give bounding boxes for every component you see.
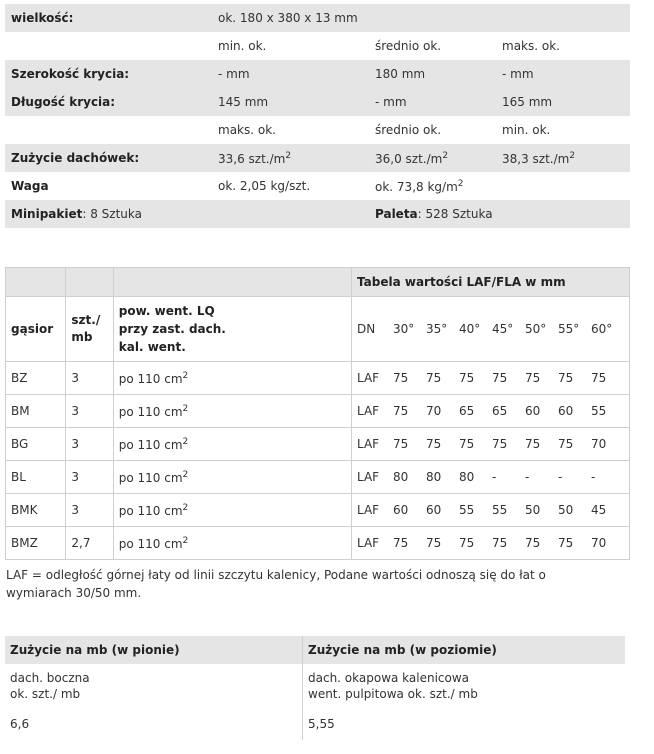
weight-1: ok. 2,05 kg/szt. xyxy=(218,179,311,193)
row-value: 70 xyxy=(591,437,607,451)
row-value: - xyxy=(525,470,530,484)
row-value: 75 xyxy=(525,536,541,550)
length-avg: - mm xyxy=(375,95,407,109)
usage-3: 38,3 $szt./m^2$ xyxy=(502,150,576,166)
row-values xyxy=(352,461,630,494)
row-szt: 3 xyxy=(66,461,113,494)
row-pow: po 110 $cm^2$ xyxy=(113,494,351,527)
col-pow: pow. went. LQ przy zast. dach. kal. went. xyxy=(113,297,351,362)
minipak: Minipakiet: 8 Sztuka xyxy=(11,207,142,221)
srednio-ok-label-2: średnio ok. xyxy=(375,123,442,137)
row-pow: po 110 $cm^2$ xyxy=(113,461,351,494)
row-values xyxy=(352,362,630,395)
row-value: 75 xyxy=(558,536,574,550)
usage-value-row xyxy=(5,708,625,740)
row-value: 45 xyxy=(591,503,607,517)
laf-table xyxy=(5,267,630,560)
row-value: 75 xyxy=(426,437,442,451)
col-gasior: gąsior xyxy=(6,297,66,362)
row-value: 60 xyxy=(426,503,442,517)
spec-row-length xyxy=(5,88,630,116)
laf-header-row xyxy=(6,297,630,362)
row-name: BM xyxy=(6,395,66,428)
angle-30: 30° xyxy=(393,322,415,336)
row-name: BZ xyxy=(6,362,66,395)
usage-vertical-desc: dach. boczna ok. szt./ mb xyxy=(5,664,303,708)
row-value: 75 xyxy=(492,536,508,550)
weight-2: ok. 73,8 $kg/m^2$ xyxy=(375,178,464,194)
min-ok-label: min. ok. xyxy=(218,39,267,53)
row-value: 75 xyxy=(393,437,409,451)
row-dn: LAF xyxy=(357,371,380,385)
maks-ok-label: maks. ok. xyxy=(502,39,560,53)
row-dn: LAF xyxy=(357,437,380,451)
row-value: - xyxy=(591,470,596,484)
row-name: BG xyxy=(6,428,66,461)
laf-table-row xyxy=(6,494,630,527)
paleta: Paleta: 528 Sztuka xyxy=(375,207,493,221)
usage-table xyxy=(5,636,625,740)
row-value: 65 xyxy=(492,404,508,418)
row-dn: LAF xyxy=(357,470,380,484)
row-value: - xyxy=(492,470,497,484)
row-value: 75 xyxy=(393,536,409,550)
usage-desc-row xyxy=(5,664,625,708)
row-value: 55 xyxy=(591,404,607,418)
spec-row-packaging xyxy=(5,200,630,228)
maks-ok-label-2: maks. ok. xyxy=(218,123,276,137)
row-value: 60 xyxy=(393,503,409,517)
row-value: 55 xyxy=(459,503,475,517)
row-value: 75 xyxy=(459,371,475,385)
usage-label: Zużycie dachówek: xyxy=(11,151,140,165)
row-value: 80 xyxy=(459,470,475,484)
laf-table-row xyxy=(6,428,630,461)
row-value: 75 xyxy=(492,437,508,451)
usage-vertical-value: 6,6 xyxy=(5,708,303,740)
angle-60: 60° xyxy=(591,322,613,336)
usage-horizontal-header: Zużycie na mb (w poziomie) xyxy=(308,643,497,657)
size-value: ok. 180 x 380 x 13 mm xyxy=(218,11,358,25)
width-max: - mm xyxy=(502,67,534,81)
row-values xyxy=(352,527,630,560)
laf-table-row xyxy=(6,362,630,395)
usage-horizontal-value: 5,55 xyxy=(308,717,335,731)
row-szt: 2,7 xyxy=(66,527,113,560)
row-dn: LAF xyxy=(357,536,380,550)
row-value: 50 xyxy=(558,503,574,517)
length-max: 165 mm xyxy=(502,95,553,109)
weight-label: Waga xyxy=(11,179,49,193)
width-label: Szerokość krycia: xyxy=(11,67,130,81)
row-name: BMZ xyxy=(6,527,66,560)
row-value: - xyxy=(558,470,563,484)
size-label: wielkość: xyxy=(11,11,74,25)
row-szt: 3 xyxy=(66,362,113,395)
row-value: 70 xyxy=(591,536,607,550)
row-value: 75 xyxy=(393,404,409,418)
row-value: 70 xyxy=(426,404,442,418)
angle-55: 55° xyxy=(558,322,580,336)
usage-header-row xyxy=(5,636,625,664)
laf-table-row xyxy=(6,461,630,494)
srednio-ok-label: średnio ok. xyxy=(375,39,442,53)
row-value: 80 xyxy=(393,470,409,484)
col-angles xyxy=(352,297,630,362)
spec-row-header-2 xyxy=(5,116,630,144)
row-pow: po 110 $cm^2$ xyxy=(113,395,351,428)
row-values xyxy=(352,494,630,527)
row-value: 65 xyxy=(459,404,475,418)
usage-1: 33,6 $szt./m^2$ xyxy=(218,150,292,166)
row-pow: po 110 $cm^2$ xyxy=(113,428,351,461)
row-value: 80 xyxy=(426,470,442,484)
usage-2: 36,0 $szt./m^2$ xyxy=(375,150,449,166)
row-value: 75 xyxy=(492,371,508,385)
row-values xyxy=(352,428,630,461)
spec-row-usage xyxy=(5,144,630,172)
row-szt: 3 xyxy=(66,395,113,428)
spec-table xyxy=(5,4,630,228)
row-value: 75 xyxy=(426,371,442,385)
row-pow: po 110 $cm^2$ xyxy=(113,362,351,395)
row-value: 55 xyxy=(492,503,508,517)
laf-table-row xyxy=(6,527,630,560)
row-value: 75 xyxy=(591,371,607,385)
row-value: 75 xyxy=(459,536,475,550)
spec-row-weight xyxy=(5,172,630,200)
row-value: 75 xyxy=(525,437,541,451)
row-name: BL xyxy=(6,461,66,494)
laf-table-title: Tabela wartości LAF/FLA w mm xyxy=(352,268,630,297)
spec-row-width xyxy=(5,60,630,88)
width-min: - mm xyxy=(218,67,250,81)
row-value: 75 xyxy=(393,371,409,385)
angle-40: 40° xyxy=(459,322,481,336)
dn-label: DN xyxy=(357,322,376,336)
width-avg: 180 mm xyxy=(375,67,426,81)
row-value: 75 xyxy=(459,437,475,451)
angle-45: 45° xyxy=(492,322,514,336)
row-value: 75 xyxy=(558,437,574,451)
angle-35: 35° xyxy=(426,322,448,336)
laf-title-row xyxy=(6,268,630,297)
row-value: 75 xyxy=(426,536,442,550)
row-value: 60 xyxy=(525,404,541,418)
row-value: 75 xyxy=(558,371,574,385)
row-value: 60 xyxy=(558,404,574,418)
min-ok-label-2: min. ok. xyxy=(502,123,551,137)
row-value: 50 xyxy=(525,503,541,517)
laf-table-row xyxy=(6,395,630,428)
row-dn: LAF xyxy=(357,503,380,517)
row-pow: po 110 $cm^2$ xyxy=(113,527,351,560)
spec-row-size xyxy=(5,4,630,32)
row-dn: LAF xyxy=(357,404,380,418)
row-value: 75 xyxy=(525,371,541,385)
row-szt: 3 xyxy=(66,494,113,527)
laf-footnote: LAF = odległość górnej łaty od linii szczytu kalenicy, Podane wartości odnoszą się do łat o wymiarach 30/50 mm. xyxy=(6,568,546,600)
row-szt: 3 xyxy=(66,428,113,461)
row-name: BMK xyxy=(6,494,66,527)
length-min: 145 mm xyxy=(218,95,269,109)
usage-horizontal-desc: dach. okapowa kalenicowa went. pulpitowa ok. szt./ mb xyxy=(308,671,478,701)
usage-vertical-header: Zużycie na mb (w pionie) xyxy=(5,636,303,664)
spec-row-header-1 xyxy=(5,32,630,60)
row-values xyxy=(352,395,630,428)
angle-50: 50° xyxy=(525,322,547,336)
col-szt: szt./ mb xyxy=(66,297,113,362)
length-label: Długość krycia: xyxy=(11,95,116,109)
